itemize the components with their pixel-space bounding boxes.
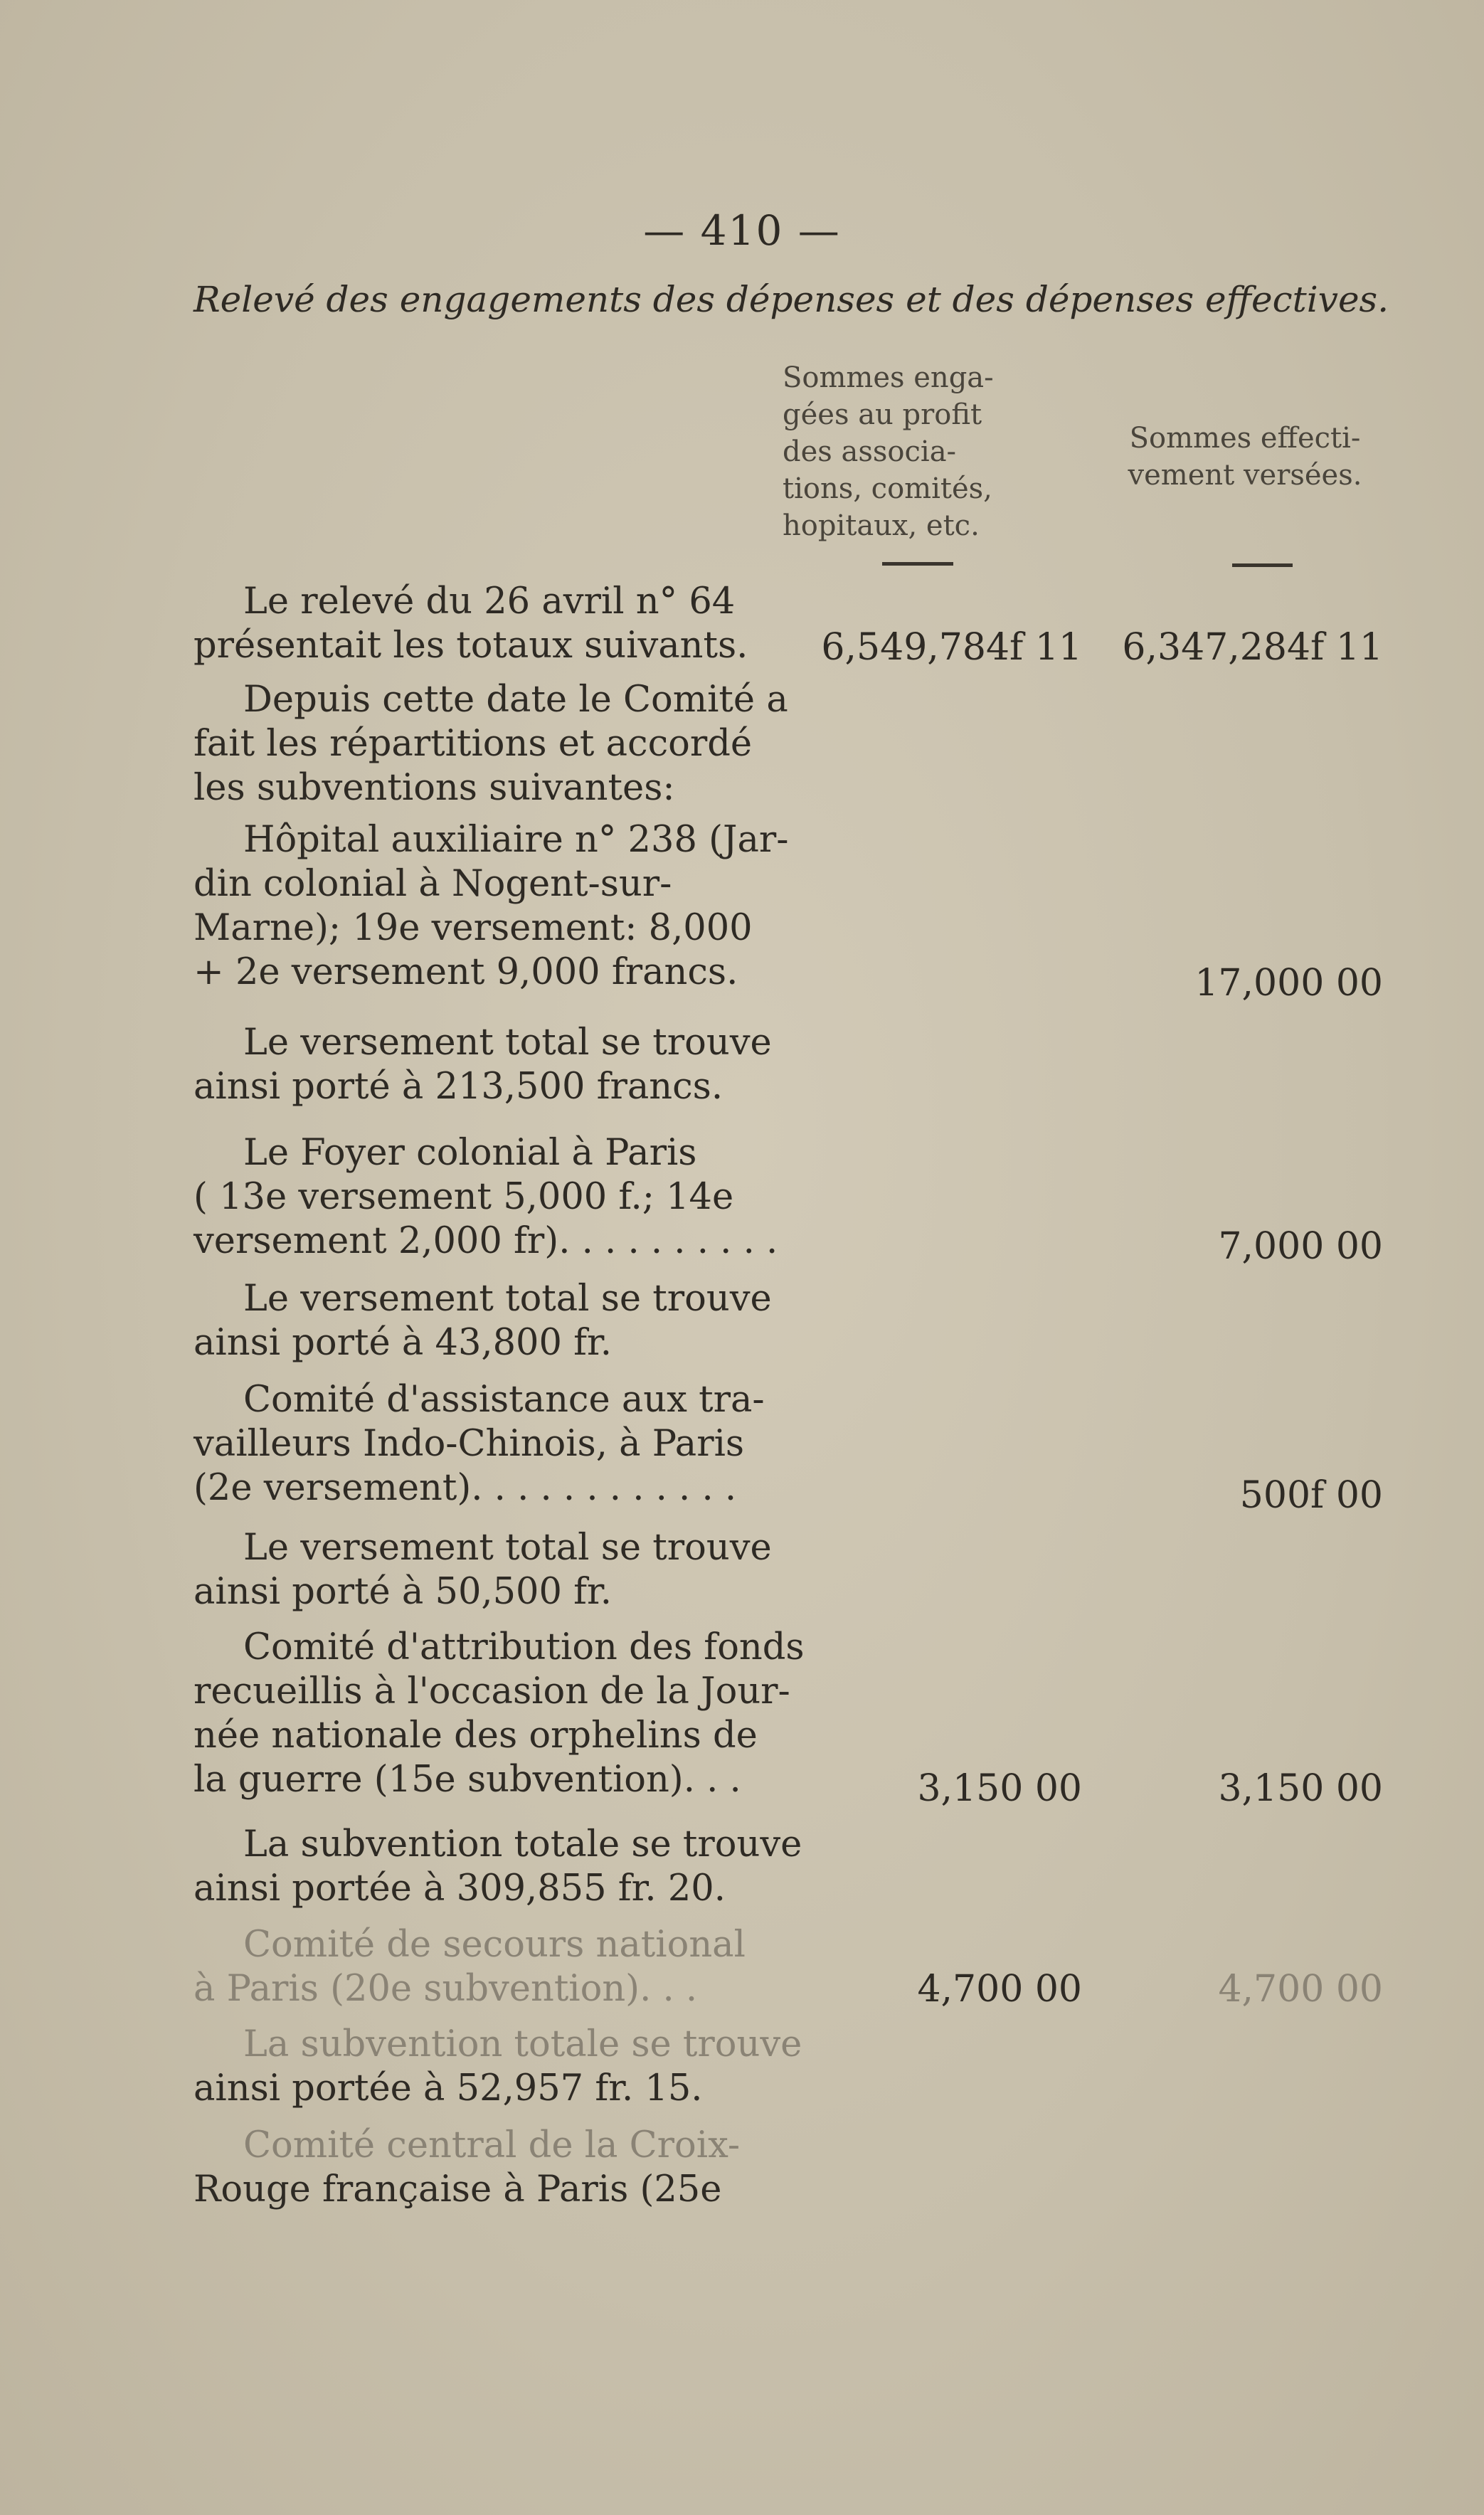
entry-line: les subventions suivantes:: [194, 767, 675, 809]
amount-paid: 7,000 00: [1218, 1225, 1383, 1268]
entry-line: Le versement total se trouve: [243, 1527, 772, 1569]
column-header-engaged-line: hopitaux, etc.: [783, 509, 980, 542]
amount-paid: 4,700 00: [1218, 1968, 1383, 2011]
column-header-paid-line: vement versées.: [1128, 459, 1362, 492]
entry-line: recueillis à l'occasion de la Jour-: [194, 1671, 790, 1712]
entry-line: Le versement total se trouve: [243, 1278, 772, 1320]
column-header-engaged-line: tions, comités,: [783, 472, 992, 505]
amount-paid: 6,347,284f 11: [1122, 626, 1383, 669]
entry-line: din colonial à Nogent-sur-: [194, 863, 672, 905]
entry-line: La subvention totale se trouve: [243, 1823, 802, 1865]
entry-line: Le Foyer colonial à Paris: [243, 1132, 697, 1174]
column-header-engaged-line: gées au profit: [783, 398, 982, 431]
entry-line: née nationale des orphelins de: [194, 1715, 758, 1757]
entry-line: présentait les totaux suivants.: [194, 625, 748, 667]
entry-line: ainsi portée à 309,855 fr. 20.: [194, 1868, 726, 1910]
entry-line: ainsi porté à 213,500 francs.: [194, 1066, 724, 1108]
entry-line: Comité d'attribution des fonds: [243, 1626, 805, 1668]
ledger-entry: [194, 1526, 791, 1614]
ledger-entry: [194, 2023, 802, 2111]
entry-line: versement 2,000 fr). . . . . . . . . .: [194, 1220, 778, 1262]
entry-line: Marne); 19e versement: 8,000: [194, 907, 753, 949]
amount-engaged: 3,150 00: [917, 1767, 1082, 1810]
ledger-entry: [194, 818, 791, 995]
amount-engaged: 4,700 00: [917, 1968, 1082, 2011]
amount-paid: 3,150 00: [1218, 1767, 1383, 1810]
amount-paid: 17,000 00: [1194, 962, 1383, 1005]
entry-line: Comité d'assistance aux tra-: [243, 1379, 765, 1421]
page-title: Relevé des engagements des dépenses et des dépenses effectives.: [194, 279, 1389, 320]
entry-line: Rouge française à Paris (25e: [194, 2169, 722, 2210]
ledger-entry: [194, 1277, 791, 1365]
column-rule-paid: [1232, 563, 1293, 567]
entry-line: vailleurs Indo-Chinois, à Paris: [194, 1423, 745, 1465]
ledger-entry: [194, 1021, 791, 1109]
entry-line: Le relevé du 26 avril n° 64: [243, 581, 736, 623]
entry-line: Le versement total se trouve: [243, 1022, 772, 1064]
entry-line: Depuis cette date le Comité a: [243, 679, 788, 721]
column-header-engaged: [783, 359, 1088, 544]
entry-line: ( 13e versement 5,000 f.; 14e: [194, 1176, 734, 1218]
amount-paid: 500f 00: [1239, 1474, 1383, 1517]
column-header-paid: [1099, 420, 1391, 494]
ledger-entry: [194, 1626, 805, 1802]
column-header-paid-line: Sommes effecti-: [1129, 422, 1361, 455]
entry-line: + 2e versement 9,000 francs.: [194, 951, 738, 993]
amount-engaged: 6,549,784f 11: [821, 626, 1082, 669]
ledger-entry: [194, 2124, 791, 2212]
entry-line: ainsi portée à 52,957 fr. 15.: [194, 2067, 703, 2109]
ledger-entry: [194, 580, 791, 668]
column-rule-engaged: [882, 562, 953, 566]
entry-line: (2e versement). . . . . . . . . . . .: [194, 1467, 737, 1509]
entry-line: Comité central de la Croix-: [243, 2124, 741, 2166]
entry-line: fait les répartitions et accordé: [194, 723, 753, 765]
ledger-entry: [194, 678, 791, 810]
page-number: — 410 —: [643, 206, 841, 255]
entry-line: ainsi porté à 50,500 fr.: [194, 1571, 613, 1613]
entry-line: la guerre (15e subvention). . .: [194, 1759, 741, 1801]
ledger-entry: [194, 1923, 791, 2011]
ledger-entry: [194, 1823, 802, 1911]
column-header-engaged-line: Sommes enga-: [783, 361, 994, 394]
ledger-entry: [194, 1378, 791, 1510]
entry-line: à Paris (20e subvention). . .: [194, 1968, 698, 2010]
entry-line: Hôpital auxiliaire n° 238 (Jar-: [243, 819, 789, 861]
entry-line: ainsi porté à 43,800 fr.: [194, 1322, 613, 1364]
entry-line: Comité de secours national: [243, 1924, 746, 1966]
entry-line: La subvention totale se trouve: [243, 2023, 802, 2065]
ledger-entry: [194, 1131, 791, 1264]
column-header-engaged-line: des associa-: [783, 435, 957, 468]
